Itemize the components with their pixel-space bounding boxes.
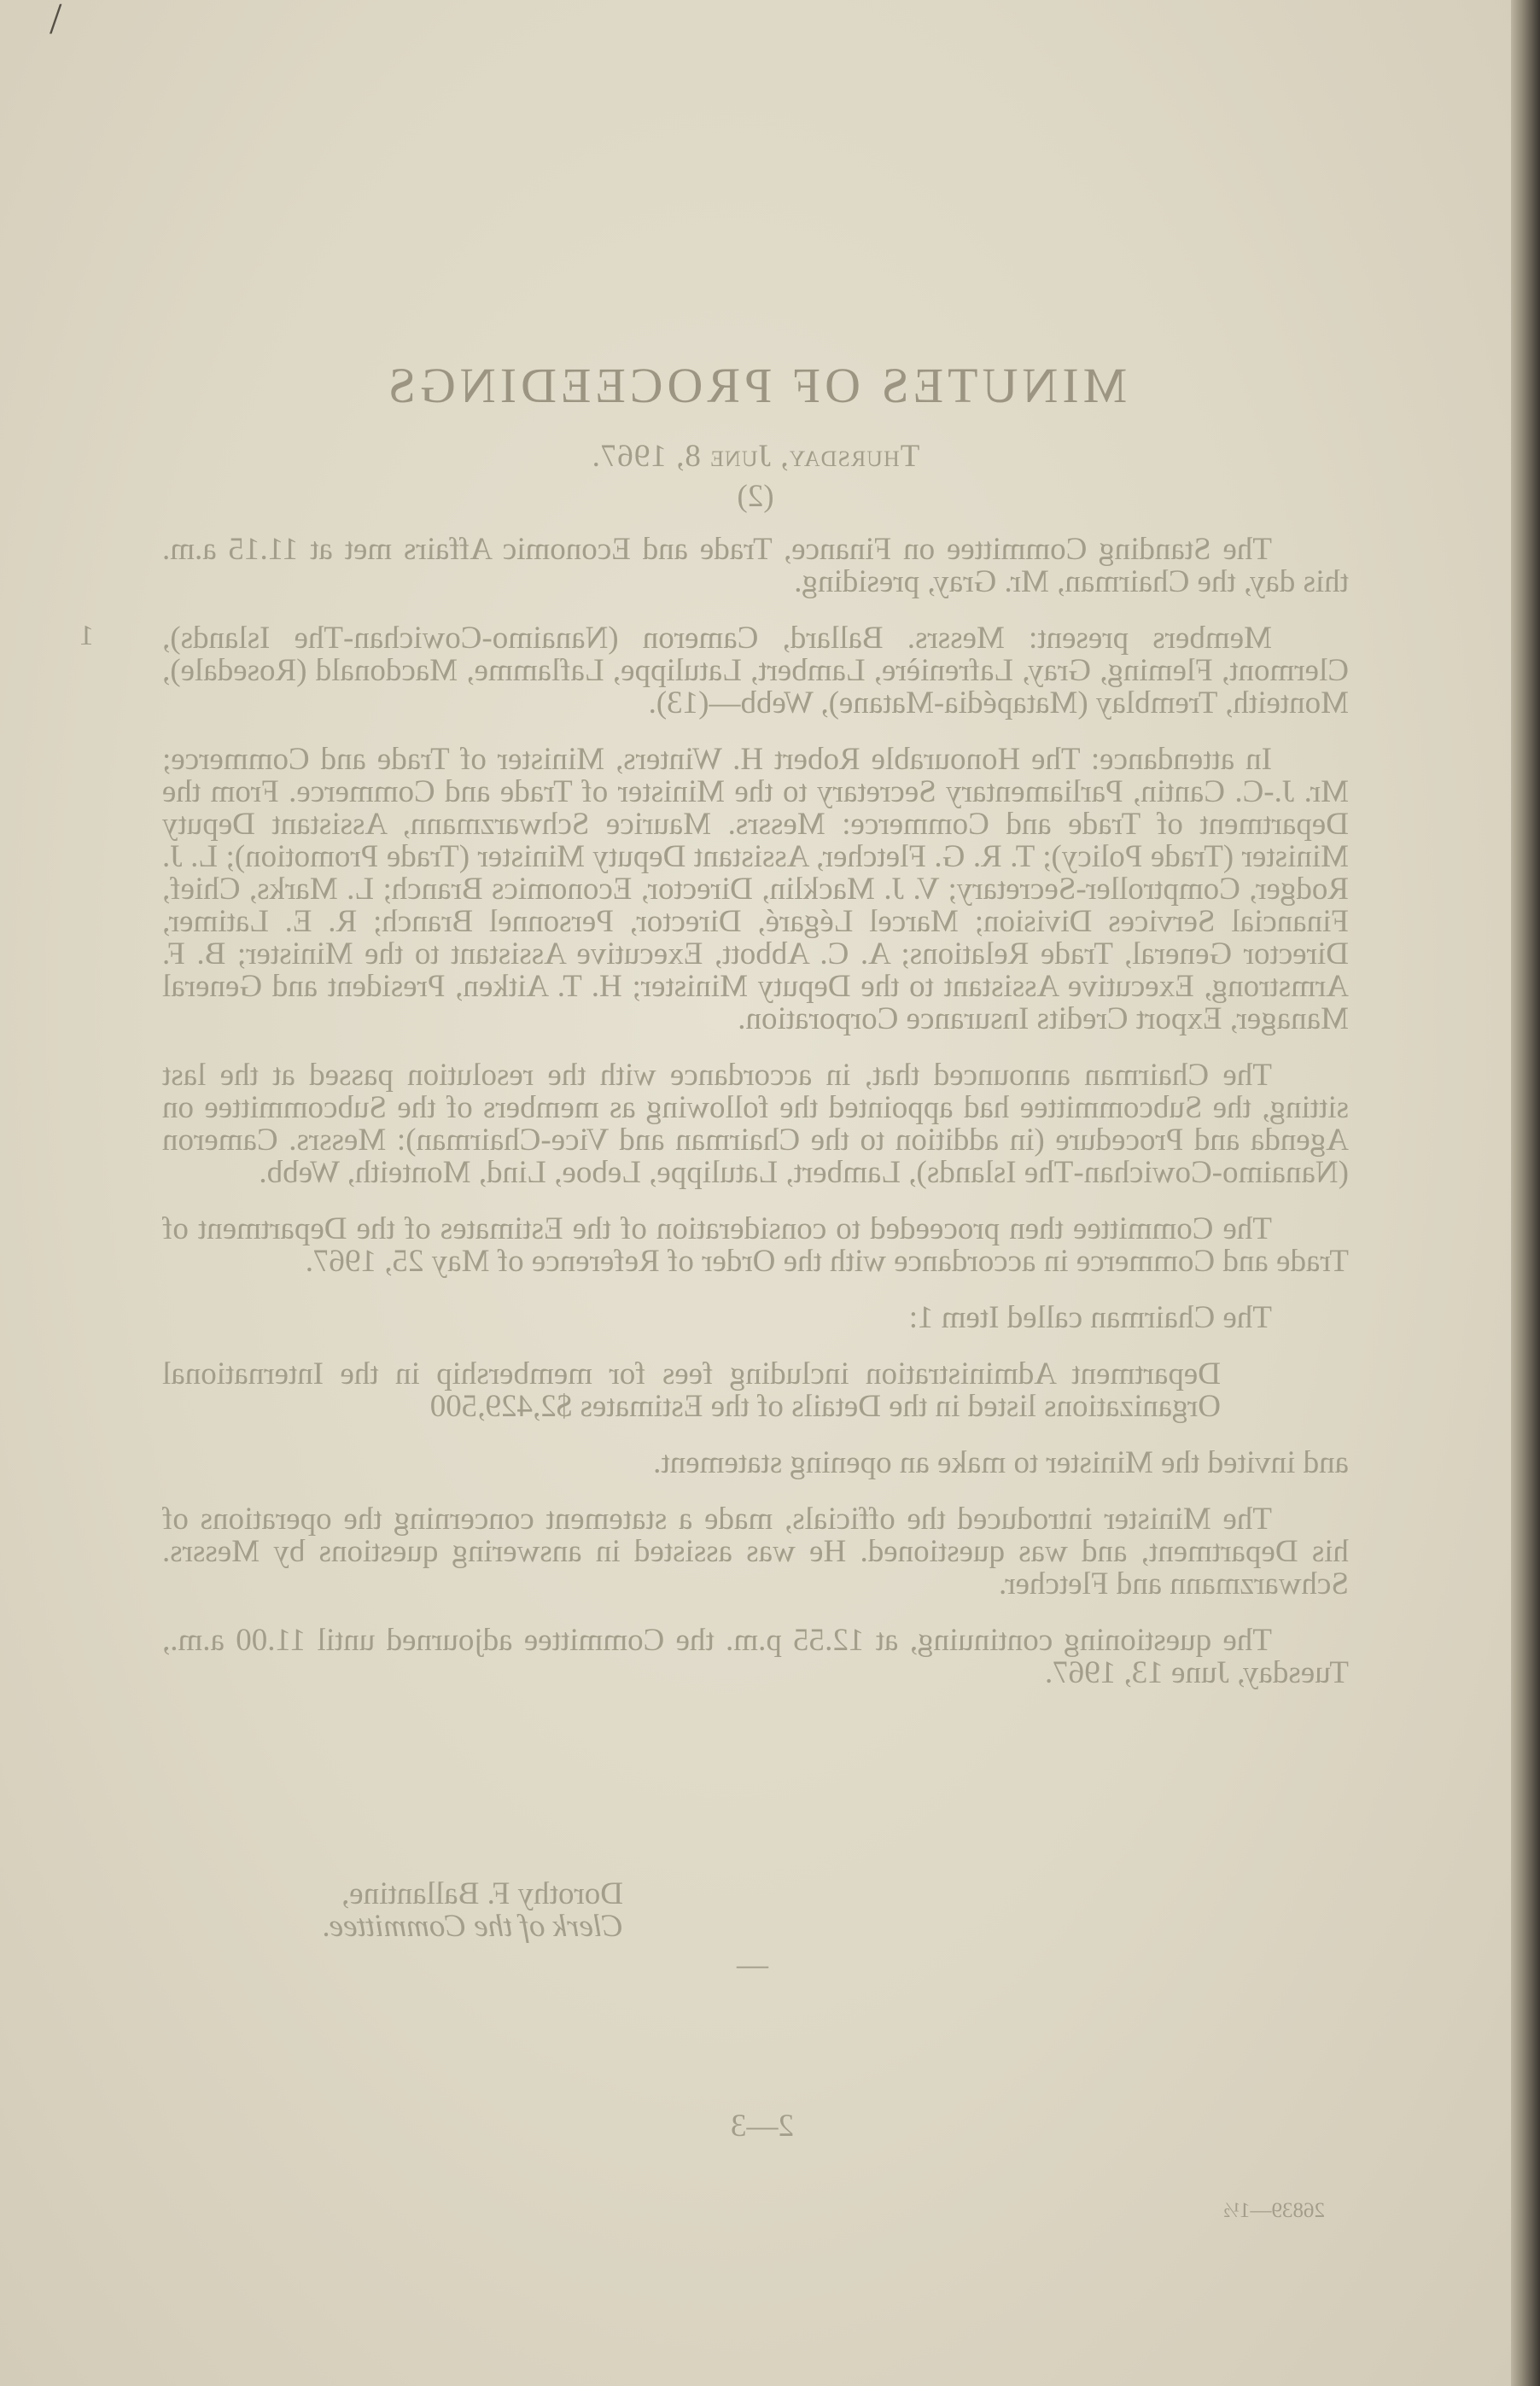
page-edge-shadow [1511,0,1540,2386]
closing-dash: — [737,1947,768,1982]
paragraph-minister: The Minister introduced the officials, made a statement concerning the operations of his Department, and was questioned. He was assisted in answering questions by Messrs. Schwarzmann and Fletcher. [162,1502,1349,1601]
paragraph-item-call: The Chairman called Item 1: [908,1300,1272,1335]
sitting-number: (2) [737,479,774,514]
document-title: MINUTES OF PROCEEDINGS [383,358,1128,413]
paragraph-opening: The Standing Committee on Finance, Trade and Economic Affairs met at 11.15 a.m. this day, the Chairman, Mr. Gray, presiding. [162,532,1349,599]
print-code: 26839—1½ [1223,2199,1325,2222]
paragraph-attendance: In attendance: The Honourable Robert H. Winters, Minister of Trade and Commerce; Mr. J.-C. Cantin, Parliamentary Secretary to the Minister of Trade and Commerce. From the Department of Trade and Commerce: Messrs. Maurice Schwarzmann, Assistant Deputy Minister (Trade Policy); T. R. G. Fletcher, Assistant Deputy Minister (Trade Promotion); L. J. Rodger, Comptroller-Secretary; V. J. Macklin, Director, Economics Branch; L. Marks, Chief, Financial Services Division; Marcel Légaré, Director, Personnel Branch; R. E. Latimer, Director General, Trade Relations; A. C. Abbott, Executive Assistant to the Minister; B. F. Armstrong, Executive Assistant to the Deputy Minister; H. T. Aitken, President and General Manager, Export Credits Insurance Corporation. [162,742,1349,1036]
paragraph-estimates: The Committee then proceeded to consideration of the Estimates of the Department of Trade and Commerce in accordance with the Order of Reference of May 25, 1967. [162,1211,1349,1279]
clerk-title: Clerk of the Committee. [321,1909,623,1944]
meeting-date: Thursday, June 8, 1967. [591,439,920,474]
paragraph-adjournment: The questioning continuing, at 12.55 p.m. the Committee adjourned until 11.00 a.m., Tuesday, June 13, 1967. [162,1623,1349,1690]
margin-number: 1 [79,620,94,651]
paragraph-members: Members present: Messrs. Ballard, Cameron (Nanaimo-Cowichan-The Islands), Clermont, Fleming, Gray, Lafrenière, Lambert, Latulippe, Laflamme, Macdonald (Rosedale), Monteith, Tremblay (Matapédia-Matane), Webb—(13). [162,621,1349,720]
minutes-body [162,534,1349,1713]
page-number: 2—3 [731,2109,794,2144]
page-corner-mark: / [50,0,62,44]
paragraph-subcommittee: The Chairman announced that, in accordance with the resolution passed at the last sitting, the Subcommittee had appointed the following as members of the Subcommittee on Agenda and Procedure (in addition to the Chairman and Vice-Chairman): Messrs. Cameron (Nanaimo-Cowichan-The Islands), Lambert, Latulippe, Leboe, Lind, Monteith, Webb. [162,1058,1349,1190]
paragraph-invitation: and invited the Minister to make an opening statement. [653,1445,1349,1480]
clerk-name: Dorothy F. Ballantine, [341,1876,623,1911]
signature-block [322,1878,624,1943]
estimate-item: Department Administration including fees for membership in the International Organizations listed in the Details of the Estimates $2,429,500 [162,1356,1221,1424]
